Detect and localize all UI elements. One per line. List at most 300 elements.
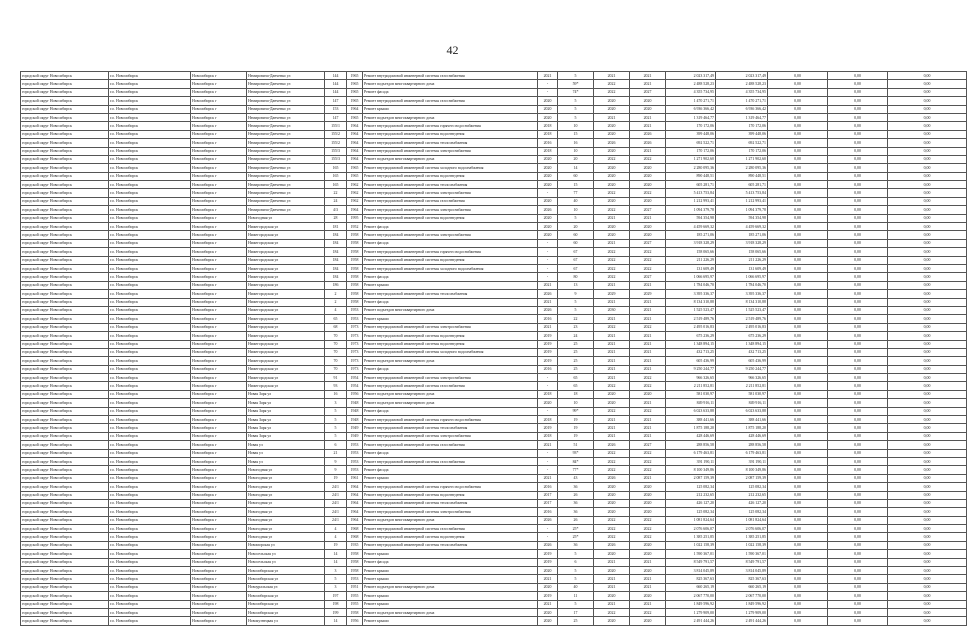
cell-z2: 0,00 [828, 72, 888, 80]
cell-end: 2027 [630, 206, 666, 214]
cell-district: городской округ Новосибирск [21, 550, 109, 558]
table-row [21, 474, 967, 482]
cell-work: Ремонт подъездов многоквартирного дома [363, 583, 538, 591]
cell-plan: 2021 [538, 600, 558, 608]
cell-house: 2 [325, 298, 347, 306]
cell-start: 2020 [594, 508, 630, 516]
cell-z2: 0,00 [828, 609, 888, 617]
cell-cost: 288 856,58 [666, 441, 716, 449]
cell-end: 2020 [630, 499, 666, 507]
cell-z2: 0,00 [828, 365, 888, 373]
cell-z3: 0,00 [888, 508, 967, 516]
cell-dur: 25 [558, 617, 594, 625]
cell-z1: 0,00 [768, 575, 828, 583]
cell-district: городской округ Новосибирск [21, 290, 109, 298]
cell-city: Новосибирск г [191, 80, 247, 88]
cell-z3: 0,00 [888, 105, 967, 113]
cell-cost: 1 212 993,41 [666, 197, 716, 205]
cell-cost: 2 495 016,83 [666, 323, 716, 331]
cell-z1: 0,00 [768, 600, 828, 608]
cell-dur: 51 [558, 441, 594, 449]
cell-work: Ремонт подъездов многоквартирного дома [363, 155, 538, 163]
cell-year: 1965 [347, 172, 363, 180]
cell-z3: 0,00 [888, 88, 967, 96]
cell-year: 1973 [347, 348, 363, 356]
cell-plan: 2021 [538, 575, 558, 583]
cell-city: Новосибирск г [191, 214, 247, 222]
cell-cost2: 211 226,29 [716, 256, 768, 264]
cell-settlement: г.о. Новосибирск [109, 357, 191, 365]
cell-plan: 2021 [538, 441, 558, 449]
cell-z3: 0,00 [888, 374, 967, 382]
cell-z1: 0,00 [768, 97, 828, 105]
cell-settlement: г.о. Новосибирск [109, 155, 191, 163]
cell-cost2: 2 488 528,23 [716, 80, 768, 88]
cell-z3: 0,00 [888, 449, 967, 457]
cell-z2: 0,00 [828, 315, 888, 323]
cell-dur: 5 [558, 214, 594, 222]
cell-year: 1968 [347, 533, 363, 541]
cell-district: городской округ Новосибирск [21, 105, 109, 113]
cell-cost2: 1 385 251,85 [716, 533, 768, 541]
cell-cost2: 1 590 367,01 [716, 550, 768, 558]
cell-cost2: 966 326,65 [716, 374, 768, 382]
cell-plan: 2020 [538, 197, 558, 205]
cell-city: Новосибирск г [191, 113, 247, 121]
cell-city: Новосибирск г [191, 189, 247, 197]
cell-settlement: г.о. Новосибирск [109, 248, 191, 256]
table-row [21, 466, 967, 474]
cell-city: Новосибирск г [191, 558, 247, 566]
cell-settlement: г.о. Новосибирск [109, 483, 191, 491]
cell-cost2: 2 087 159,39 [716, 474, 768, 482]
cell-city: Новосибирск г [191, 357, 247, 365]
cell-city: Новосибирск г [191, 105, 247, 113]
cell-dur: 15 [558, 130, 594, 138]
cell-z2: 0,00 [828, 181, 888, 189]
cell-house: 21 [325, 449, 347, 457]
table-row [21, 88, 967, 96]
cell-end: 2021 [630, 147, 666, 155]
cell-cost2: 428 446,69 [716, 432, 768, 440]
cell-dur: 5 [558, 105, 594, 113]
cell-district: городской округ Новосибирск [21, 416, 109, 424]
cell-street: Новогодняя ул [247, 474, 325, 482]
cell-district: городской округ Новосибирск [21, 298, 109, 306]
cell-cost2: 1 066 695,97 [716, 273, 768, 281]
cell-plan: 2018 [538, 432, 558, 440]
cell-dur: 13 [558, 281, 594, 289]
cell-z3: 0,00 [888, 609, 967, 617]
cell-settlement: г.о. Новосибирск [109, 164, 191, 172]
cell-house: 184 [325, 239, 347, 247]
cell-plan: - [538, 407, 558, 415]
cell-plan: 2020 [538, 231, 558, 239]
cell-house: 186 [325, 281, 347, 289]
cell-cost2: 1 022 158,39 [716, 541, 768, 549]
cell-cost: 1 875 188,20 [666, 424, 716, 432]
cell-year: 1958 [347, 609, 363, 617]
cell-z3: 0,00 [888, 466, 967, 474]
cell-city: Новосибирск г [191, 583, 247, 591]
cell-year: 1961 [347, 474, 363, 482]
cell-cost: 8 134 310,88 [666, 298, 716, 306]
cell-street: Новогодняя ул [247, 533, 325, 541]
cell-z2: 0,00 [828, 147, 888, 155]
cell-district: городской округ Новосибирск [21, 365, 109, 373]
cell-settlement: г.о. Новосибирск [109, 214, 191, 222]
cell-end: 2020 [630, 567, 666, 575]
cell-z2: 0,00 [828, 88, 888, 96]
cell-plan: - [538, 533, 558, 541]
cell-work: Ремонт внутридомовой инженерной системы холодного водоснабжения [363, 164, 538, 172]
cell-city: Новосибирск г [191, 155, 247, 163]
cell-cost2: 890 448,51 [716, 172, 768, 180]
cell-dur: 6 [558, 558, 594, 566]
cell-start: 2022 [594, 248, 630, 256]
cell-cost2: 1 081 824,64 [716, 516, 768, 524]
cell-end: 2020 [630, 550, 666, 558]
cell-end: 2021 [630, 122, 666, 130]
cell-cost: 692 522,71 [666, 139, 716, 147]
cell-cost2: 432 713,25 [716, 348, 768, 356]
cell-plan: - [538, 264, 558, 272]
cell-district: городской округ Новосибирск [21, 525, 109, 533]
cell-z3: 0,00 [888, 72, 967, 80]
cell-work: Ремонт крыши [363, 600, 538, 608]
cell-settlement: г.о. Новосибирск [109, 407, 191, 415]
cell-dur: 67 [558, 264, 594, 272]
cell-dur: 10 [558, 206, 594, 214]
cell-work: Ремонт внутридомовой инженерной системы теплоснабжения [363, 424, 538, 432]
cell-cost: 1 066 695,97 [666, 273, 716, 281]
cell-cost: 2 211 852,81 [666, 382, 716, 390]
cell-start: 2021 [594, 239, 630, 247]
cell-z2: 0,00 [828, 407, 888, 415]
cell-settlement: г.о. Новосибирск [109, 441, 191, 449]
cell-house: 24/1 [325, 491, 347, 499]
cell-street: Немировича-Данченко ул [247, 172, 325, 180]
cell-z2: 0,00 [828, 499, 888, 507]
table-row [21, 340, 967, 348]
cell-plan: 2016 [538, 483, 558, 491]
cell-year: 1964 [347, 147, 363, 155]
cell-settlement: г.о. Новосибирск [109, 206, 191, 214]
table-row [21, 575, 967, 583]
cell-district: городской округ Новосибирск [21, 583, 109, 591]
table-row [21, 206, 967, 214]
cell-cost2: 212 232,65 [716, 491, 768, 499]
cell-start: 2020 [594, 97, 630, 105]
cell-cost: 1 525 523,47 [666, 306, 716, 314]
cell-city: Новосибирск г [191, 483, 247, 491]
cell-plan: - [538, 449, 558, 457]
cell-plan: 2020 [538, 181, 558, 189]
cell-work: Ремонт внутридомовой инженерной системы газоснабжения [363, 197, 538, 205]
cell-cost2: 8 100 349,86 [716, 466, 768, 474]
cell-z2: 0,00 [828, 80, 888, 88]
cell-end: 2020 [630, 508, 666, 516]
cell-settlement: г.о. Новосибирск [109, 508, 191, 516]
cell-year: 1973 [347, 332, 363, 340]
cell-settlement: г.о. Новосибирск [109, 424, 191, 432]
cell-work: Ремонт подъездов многоквартирного дома [363, 399, 538, 407]
cell-district: городской округ Новосибирск [21, 382, 109, 390]
cell-z2: 0,00 [828, 105, 888, 113]
cell-house: 6 [325, 441, 347, 449]
cell-year: 1958 [347, 558, 363, 566]
cell-z2: 0,00 [828, 617, 888, 625]
cell-settlement: г.о. Новосибирск [109, 416, 191, 424]
cell-year: 1973 [347, 340, 363, 348]
cell-cost2: 5 413 753,84 [716, 189, 768, 197]
cell-dur: 93* [558, 449, 594, 457]
cell-year: 1953 [347, 466, 363, 474]
cell-z1: 0,00 [768, 122, 828, 130]
cell-city: Новосибирск г [191, 575, 247, 583]
cell-cost: 3 395 336,37 [666, 290, 716, 298]
cell-z1: 0,00 [768, 558, 828, 566]
cell-plan: 2020 [538, 583, 558, 591]
cell-street: Новогодняя ул [247, 466, 325, 474]
cell-street: Новая Заря ул [247, 407, 325, 415]
cell-district: городской округ Новосибирск [21, 575, 109, 583]
cell-cost: 1 590 367,01 [666, 550, 716, 558]
cell-cost: 6 179 463,81 [666, 449, 716, 457]
cell-year: 1958 [347, 256, 363, 264]
cell-street: Немировича-Данченко ул [247, 113, 325, 121]
cell-plan: 2019 [538, 558, 558, 566]
cell-start: 2022 [594, 466, 630, 474]
cell-work: Ремонт внутридомовой инженерной системы водоотведения [363, 332, 538, 340]
cell-plan: 2026 [538, 290, 558, 298]
cell-cost: 2 076 606,07 [666, 525, 716, 533]
cell-street: Немировича-Данченко ул [247, 164, 325, 172]
cell-dur: 36 [558, 541, 594, 549]
cell-street: Новогодняя ул [247, 508, 325, 516]
cell-settlement: г.о. Новосибирск [109, 264, 191, 272]
cell-cost: 170 172,06 [666, 147, 716, 155]
cell-work: Ремонт фасада [363, 558, 538, 566]
cell-dur: 5 [558, 575, 594, 583]
cell-settlement: г.о. Новосибирск [109, 533, 191, 541]
cell-dur: 22 [558, 315, 594, 323]
cell-start: 2021 [594, 348, 630, 356]
cell-cost: 1 348 894,15 [666, 340, 716, 348]
cell-cost2: 9 250 244,77 [716, 365, 768, 373]
cell-start: 2020 [594, 181, 630, 189]
cell-street: Новая Заря ул [247, 390, 325, 398]
cell-year: 1958 [347, 231, 363, 239]
cell-z3: 0,00 [888, 290, 967, 298]
cell-z2: 0,00 [828, 399, 888, 407]
cell-city: Новосибирск г [191, 609, 247, 617]
cell-dur: 36 [558, 499, 594, 507]
cell-plan: 2026 [538, 206, 558, 214]
cell-plan: 2020 [538, 214, 558, 222]
cell-z1: 0,00 [768, 290, 828, 298]
cell-end: 2022 [630, 248, 666, 256]
cell-start: 2020 [594, 231, 630, 239]
cell-district: городской округ Новосибирск [21, 609, 109, 617]
cell-z3: 0,00 [888, 340, 967, 348]
cell-city: Новосибирск г [191, 416, 247, 424]
cell-z2: 0,00 [828, 273, 888, 281]
cell-house: 24 [325, 197, 347, 205]
cell-district: городской округ Новосибирск [21, 474, 109, 482]
cell-work: Ремонт крыши [363, 567, 538, 575]
cell-z2: 0,00 [828, 432, 888, 440]
cell-cost: 131 609,49 [666, 264, 716, 272]
cell-work: Ремонт внутридомовой инженерной системы электроснабжения [363, 432, 538, 440]
cell-start: 2029 [594, 290, 630, 298]
cell-cost: 1 094 379,78 [666, 206, 716, 214]
cell-cost2: 605 281,71 [716, 181, 768, 189]
cell-plan: 2021 [538, 72, 558, 80]
table-row [21, 583, 967, 591]
cell-work: Ремонт подъездов многоквартирного дома [363, 609, 538, 617]
cell-z2: 0,00 [828, 374, 888, 382]
cell-work: Ремонт фасада [363, 298, 538, 306]
cell-street: Нижегородская ул [247, 357, 325, 365]
table-row [21, 516, 967, 524]
cell-plan: 2017 [538, 491, 558, 499]
cell-work: Ремонт фасада [363, 273, 538, 281]
cell-dur: 36 [558, 483, 594, 491]
table-row [21, 214, 967, 222]
cell-district: городской округ Новосибирск [21, 256, 109, 264]
table-row [21, 306, 967, 314]
cell-z2: 0,00 [828, 516, 888, 524]
cell-house: 184 [325, 264, 347, 272]
cell-cost: 2 023 317,49 [666, 72, 716, 80]
cell-district: городской округ Новосибирск [21, 248, 109, 256]
cell-street: Новая ул [247, 441, 325, 449]
cell-work: Ремонт внутридомовой инженерной системы электроснабжения [363, 374, 538, 382]
cell-street: Немировича-Данченко ул [247, 139, 325, 147]
cell-house: 155/2 [325, 130, 347, 138]
cell-start: 2021 [594, 424, 630, 432]
cell-city: Новосибирск г [191, 264, 247, 272]
cell-work: Ремонт фасада [363, 223, 538, 231]
cell-district: городской округ Новосибирск [21, 567, 109, 575]
cell-city: Новосибирск г [191, 306, 247, 314]
cell-settlement: г.о. Новосибирск [109, 88, 191, 96]
cell-city: Новосибирск г [191, 567, 247, 575]
cell-settlement: г.о. Новосибирск [109, 474, 191, 482]
cell-z2: 0,00 [828, 441, 888, 449]
cell-cost: 9 250 244,77 [666, 365, 716, 373]
cell-settlement: г.о. Новосибирск [109, 558, 191, 566]
cell-cost: 890 448,51 [666, 172, 716, 180]
cell-z1: 0,00 [768, 525, 828, 533]
cell-dur: 60 [558, 239, 594, 247]
cell-house: 70 [325, 357, 347, 365]
cell-year: 1958 [347, 264, 363, 272]
cell-settlement: г.о. Новосибирск [109, 516, 191, 524]
cell-year: 1954 [347, 374, 363, 382]
cell-dur: 19 [558, 432, 594, 440]
cell-city: Новосибирск г [191, 374, 247, 382]
cell-dur: 77* [558, 466, 594, 474]
cell-end: 2021 [630, 474, 666, 482]
cell-z2: 0,00 [828, 466, 888, 474]
cell-settlement: г.о. Новосибирск [109, 340, 191, 348]
cell-house: 24/1 [325, 516, 347, 524]
cell-z1: 0,00 [768, 80, 828, 88]
cell-z1: 0,00 [768, 609, 828, 617]
cell-z1: 0,00 [768, 172, 828, 180]
cell-city: Новосибирск г [191, 491, 247, 499]
cell-dur: 40 [558, 583, 594, 591]
cell-cost: 8 549 791,57 [666, 558, 716, 566]
cell-house: 22 [325, 189, 347, 197]
cell-z2: 0,00 [828, 264, 888, 272]
table-row [21, 323, 967, 331]
cell-settlement: г.о. Новосибирск [109, 223, 191, 231]
cell-year: 1948 [347, 399, 363, 407]
table-row [21, 164, 967, 172]
cell-year: 1953 [347, 306, 363, 314]
cell-dur: 80 [558, 273, 594, 281]
cell-house: 3 [325, 567, 347, 575]
table-row [21, 365, 967, 373]
cell-start: 2020 [594, 197, 630, 205]
cell-end: 2020 [630, 164, 666, 172]
cell-house: 144 [325, 88, 347, 96]
cell-z1: 0,00 [768, 382, 828, 390]
cell-street: Нижегородская ул [247, 306, 325, 314]
cell-house: 4 [325, 525, 347, 533]
cell-end: 2020 [630, 617, 666, 625]
cell-house: 198 [325, 600, 347, 608]
cell-cost2: 6 179 463,81 [716, 449, 768, 457]
cell-z2: 0,00 [828, 256, 888, 264]
cell-start: 2020 [594, 567, 630, 575]
cell-city: Новосибирск г [191, 432, 247, 440]
cell-cost2: 1 319 464,77 [716, 113, 768, 121]
cell-district: городской округ Новосибирск [21, 441, 109, 449]
cell-cost2: 1 784 046,70 [716, 281, 768, 289]
table-row [21, 483, 967, 491]
cell-end: 2021 [630, 583, 666, 591]
cell-plan: - [538, 189, 558, 197]
table-row [21, 600, 967, 608]
cell-z3: 0,00 [888, 139, 967, 147]
cell-start: 2021 [594, 357, 630, 365]
table-row [21, 508, 967, 516]
cell-plan: 2026 [538, 516, 558, 524]
cell-work: Ремонт внутридомовой инженерной системы водоотведения [363, 172, 538, 180]
table-row [21, 223, 967, 231]
cell-plan: 2019 [538, 332, 558, 340]
cell-district: городской округ Новосибирск [21, 508, 109, 516]
cell-street: Новосибирская ул [247, 575, 325, 583]
cell-year: 1995 [347, 214, 363, 222]
cell-work: Ремонт внутридомовой инженерной системы горячего водоснабжения [363, 122, 538, 130]
cell-z1: 0,00 [768, 390, 828, 398]
cell-street: Нижегородская ул [247, 332, 325, 340]
cell-settlement: г.о. Новосибирск [109, 113, 191, 121]
cell-district: городской округ Новосибирск [21, 466, 109, 474]
cell-house: 14 [325, 617, 347, 625]
table-row [21, 390, 967, 398]
cell-work: Ремонт крыши [363, 575, 538, 583]
cell-z2: 0,00 [828, 223, 888, 231]
cell-dur: 43 [558, 474, 594, 482]
cell-dur: 60 [558, 231, 594, 239]
cell-year: 1964 [347, 206, 363, 214]
